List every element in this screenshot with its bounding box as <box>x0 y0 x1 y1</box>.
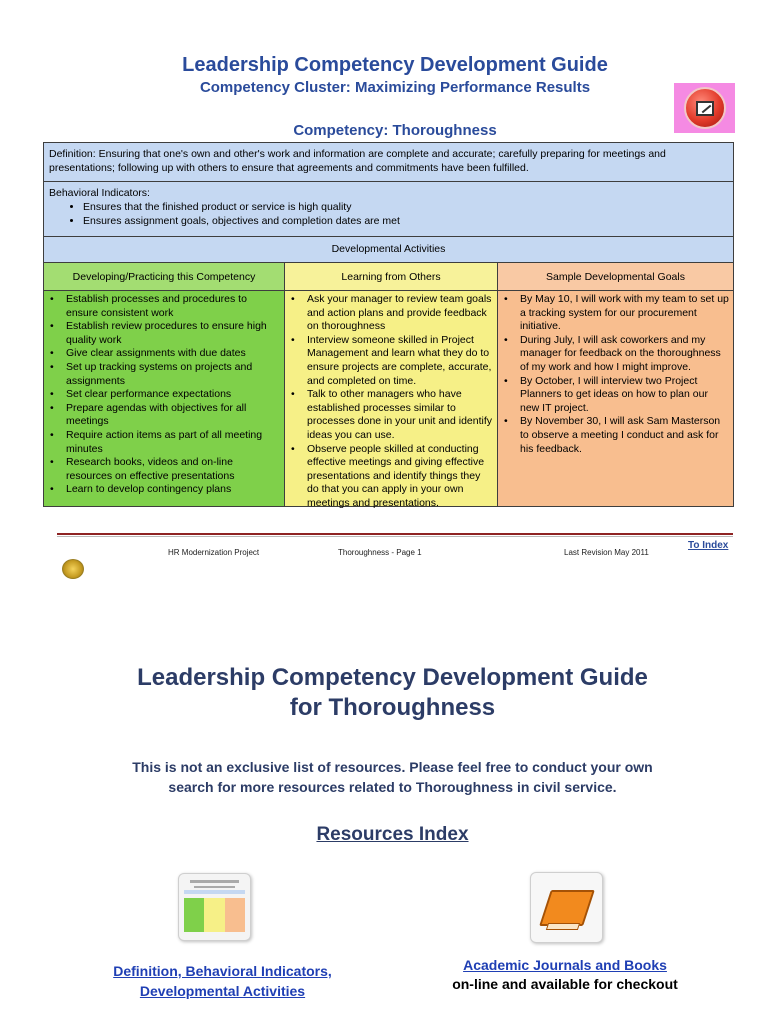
list-item: • Observe people skilled at conducting effective meetings and giving effective presentations and identify things they do that you can apply in your own meetings and presentations. <box>287 443 494 511</box>
thumb-col-orange <box>225 898 245 932</box>
column-heading: Sample Developmental Goals <box>498 263 733 291</box>
footer-divider <box>57 533 733 535</box>
list-item: • Establish review procedures to ensure high quality work <box>46 320 281 347</box>
intro-line1: This is not an exclusive list of resources. Please feel free to conduct your own <box>132 759 653 775</box>
list-item: • Learn to develop contingency plans <box>46 483 281 497</box>
intro-line2: search for more resources related to Thoroughness in civil service. <box>168 779 617 795</box>
guide-title-line2: for Thoroughness <box>289 694 496 721</box>
definition-text: Definition: Ensuring that one's own and other's work and information are complete and accurate; carefully preparing for meetings and presentations; following up with others to ensure that agreements and commitments have been fulfilled. <box>49 148 666 174</box>
sample-goals-column <box>498 263 733 506</box>
column-list <box>46 293 281 497</box>
to-index-link[interactable]: To Index <box>688 540 729 551</box>
competency-table <box>43 142 734 507</box>
page-title: Leadership Competency Development Guide <box>182 54 608 76</box>
list-item: • During July, I will ask coworkers and my manager for feedback on the thoroughness of my work and how I might improve. <box>500 334 730 375</box>
footer-divider-thin <box>57 536 733 537</box>
list-item: • Prepare agendas with objectives for all meetings <box>46 402 281 429</box>
footer-page-number: Thoroughness - Page 1 <box>338 548 422 557</box>
thumb-definition-bar <box>184 890 245 894</box>
activities-columns <box>44 263 733 509</box>
thumb-columns <box>184 898 245 932</box>
behavioral-indicators-row <box>44 182 733 237</box>
list-item: • Require action items as part of all meeting minutes <box>46 429 281 456</box>
link-line1: Definition, Behavioral Indicators, <box>113 963 332 979</box>
column-heading: Learning from Others <box>285 263 497 291</box>
book-icon[interactable] <box>530 872 603 943</box>
competency-heading: Competency: Thoroughness <box>293 122 497 139</box>
guide-title-line1: Leadership Competency Development Guide <box>137 664 648 691</box>
thumb-title-bar <box>190 880 239 883</box>
footer-revision: Last Revision May 2011 <box>564 548 649 557</box>
behavioral-indicators-heading: Behavioral Indicators: <box>49 187 150 199</box>
list-item: • By May 10, I will work with my team to set up a tracking system for our procurement initiative. <box>500 293 730 334</box>
badge-circle <box>684 87 726 129</box>
thumb-col-yellow <box>204 898 224 932</box>
journals-books-link[interactable]: Academic Journals and Books <box>463 957 667 973</box>
external-link-badge-icon[interactable] <box>674 83 735 133</box>
competency-cluster-subtitle: Competency Cluster: Maximizing Performance Results <box>199 79 591 96</box>
list-item: • Research books, videos and on-line resources on effective presentations <box>46 456 281 483</box>
definition-indicators-link[interactable] <box>90 961 355 1001</box>
learning-from-others-column <box>285 263 498 509</box>
column-list <box>500 293 730 456</box>
state-seal-icon <box>62 559 84 579</box>
behavioral-indicator-item: • Ensures that the finished product or service is high quality <box>83 200 728 214</box>
journals-books-subtitle: on-line and available for checkout <box>452 976 678 992</box>
column-list <box>287 293 494 511</box>
column-heading: Developing/Practicing this Competency <box>44 263 284 291</box>
link-line2: Developmental Activities <box>139 983 306 999</box>
resources-index-heading <box>0 824 768 846</box>
intro-text <box>0 757 768 797</box>
book-cover <box>539 890 595 926</box>
list-item: • Interview someone skilled in Project Management and learn what they do to ensure projects are complete, accurate, and completed on time. <box>287 334 494 388</box>
resources-index-label: Resources Index <box>316 824 469 845</box>
definition-row <box>44 143 733 182</box>
developmental-activities-heading: Developmental Activities <box>44 237 733 263</box>
list-item: • Set up tracking systems on projects and assignments <box>46 361 281 388</box>
document-thumbnail-icon[interactable] <box>178 873 251 941</box>
behavioral-indicators-list <box>83 200 728 228</box>
developing-practicing-column <box>44 263 285 506</box>
footer-project: HR Modernization Project <box>168 548 260 557</box>
guide-title <box>0 663 768 723</box>
list-item: • By October, I will interview two Project Planners to get ideas on how to plan our new IT project. <box>500 375 730 416</box>
thumb-subtitle-bar <box>194 886 235 888</box>
picture-icon <box>696 101 714 116</box>
list-item: • Give clear assignments with due dates <box>46 347 281 361</box>
list-item: • Talk to other managers who have established processes similar to processes done in your unit and identify ideas you can use. <box>287 388 494 442</box>
thumb-col-green <box>184 898 204 932</box>
list-item: • Set clear performance expectations <box>46 388 281 402</box>
list-item: • Establish processes and procedures to ensure consistent work <box>46 293 281 320</box>
behavioral-indicator-item: • Ensures assignment goals, objectives and completion dates are met <box>83 214 728 228</box>
list-item: • By November 30, I will ask Sam Masterson to observe a meeting I conduct and ask for his feedback. <box>500 415 730 456</box>
list-item: • Ask your manager to review team goals and action plans and provide feedback on thoroughness <box>287 293 494 334</box>
